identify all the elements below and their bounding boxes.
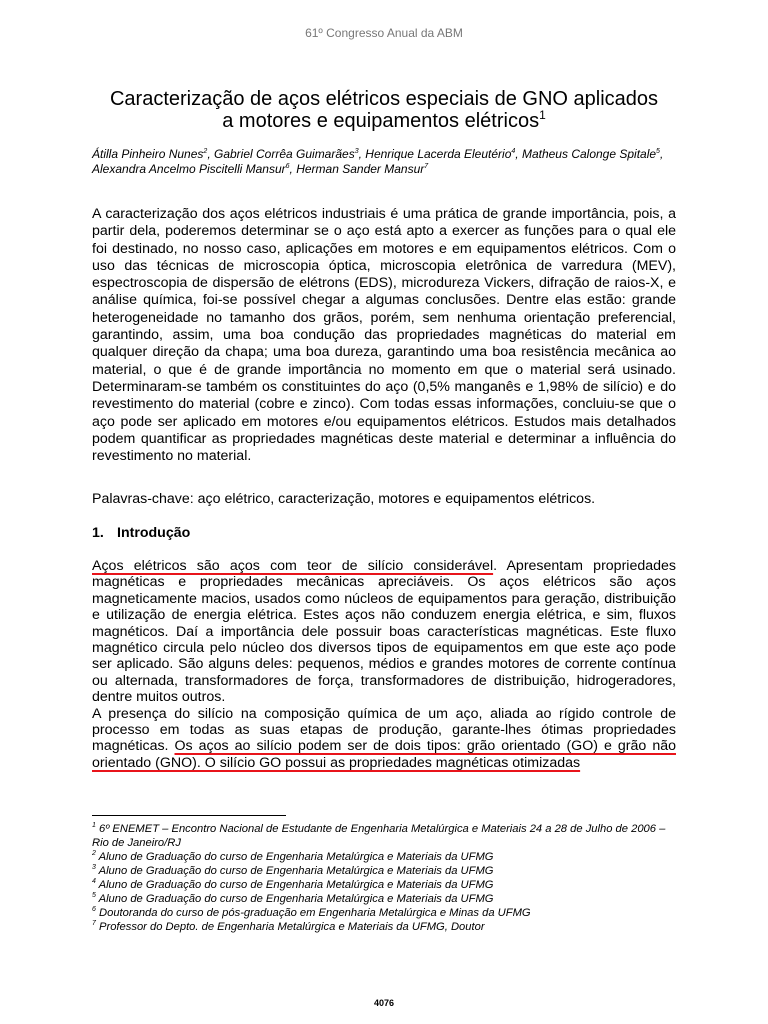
highlighted-sentence: Os aços ao silício podem ser de dois tipos: grão orientado (GO) e grão não orientado (GNO). O silício GO possui as propriedades magnéticas otimizadas: [92, 738, 676, 771]
author-mark: 5: [656, 148, 660, 155]
author-name: Herman Sander Mansur: [296, 162, 425, 176]
author-mark: 7: [424, 163, 429, 170]
footnote-text: Professor do Depto. de Engenharia Metalúrgica e Materiais da UFMG, Doutor: [99, 921, 485, 933]
footnote-mark: 7: [92, 920, 96, 927]
author-list: [92, 147, 680, 177]
abstract: [92, 206, 676, 465]
footnote-text: Doutoranda do curso de pós-graduação em Engenharia Metalúrgica e Minas da UFMG: [99, 907, 531, 919]
author-name: Gabriel Corrêa Guimarães: [213, 147, 355, 161]
running-header: 61º Congresso Anual da ABM: [305, 26, 463, 40]
introduction-body: [92, 558, 676, 771]
page-number: 4076: [373, 998, 395, 1008]
footnote: [92, 892, 676, 906]
footnote-mark: 3: [92, 864, 96, 871]
footnote-divider: [92, 815, 286, 816]
author-name: Matheus Calonge Spitale: [521, 147, 657, 161]
author-mark: 2: [203, 148, 208, 155]
title-footnote-mark: 1: [539, 108, 546, 122]
author-separator: ,: [659, 147, 664, 161]
intro-paragraph-1: [92, 558, 676, 706]
title-line-1: Caracterização de aços elétricos especiais de GNO aplicados: [109, 88, 659, 110]
keywords: Palavras-chave: aço elétrico, caracterização, motores e equipamentos elétricos.: [92, 491, 596, 507]
intro-paragraph-2: [92, 706, 676, 772]
footnote: [92, 864, 676, 878]
footnote: [92, 878, 676, 892]
footnote-text: Aluno de Graduação do curso de Engenharia Metalúrgica e Materiais da UFMG: [98, 865, 494, 877]
footnote-mark: 1: [92, 822, 96, 829]
paper-title: [60, 88, 708, 132]
title-line-2-text: a motores e equipamentos elétricos: [222, 110, 540, 132]
footnote-mark: 5: [92, 892, 96, 899]
author-separator: ,: [358, 147, 366, 161]
intro-paragraph-1-text: . Apresentam propriedades magnéticas e propriedades mecânicas apreciáveis. Os aços elétricos são aços magneticamente macios, usados como núcleos de equipamentos para geração, distribuição e utilização de energia elétrica. Estes aços não conduzem energia elétrica, e sim, fluxos magnéticos. Daí a importância dele possuir boas características magnéticas. Este fluxo magnético circula pelo núcleo dos diversos tipos de equipamentos em que este aço pode ser aplicado. São alguns deles: pequenos, médios e grandes motores de corrente contínua ou alternada, transformadores de força, transformadores de distribuição, hidrogeradores, dentre muitos outros.: [92, 558, 676, 706]
footnote-text: Aluno de Graduação do curso de Engenharia Metalúrgica e Materiais da UFMG: [98, 851, 494, 863]
author-mark: 4: [511, 148, 516, 155]
footnote-text: Aluno de Graduação do curso de Engenharia Metalúrgica e Materiais da UFMG: [98, 893, 494, 905]
highlighted-sentence: Aços elétricos são aços com teor de silício considerável: [92, 558, 494, 574]
footnotes: [92, 822, 676, 934]
author-separator: ,: [515, 147, 522, 161]
author-mark: 3: [354, 148, 359, 155]
section-number: 1.: [92, 525, 104, 541]
author-separator: ,: [289, 162, 297, 176]
title-line-2: [60, 110, 708, 132]
footnote: [92, 906, 676, 920]
author-mark: 6: [285, 163, 290, 170]
footnote-text: 6º ENEMET – Encontro Nacional de Estudante de Engenharia Metalúrgica e Materiais 24 a 28 de Julho de 2006 – Rio de Janeiro/RJ: [92, 823, 666, 849]
author-separator: ,: [207, 147, 214, 161]
author-name: Alexandra Ancelmo Piscitelli Mansur: [92, 162, 286, 176]
abstract-paragraph: A caracterização dos aços elétricos industriais é uma prática de grande importância, pois, a partir dela, poderemos determinar se o aço está apto a exercer as funções para o qual ele foi destinado, no nosso caso, aplicações em motores e em equipamentos elétricos. Com o uso das técnicas de microscopia óptica, microscopia eletrônica de varredura (MEV), espectroscopia de dispersão de elétrons (EDS), microdureza Vickers, difração de raios-X, e análise química, foi-se possível chegar a algumas conclusões. Dentre elas estão: grande heterogeneidade no tamanho dos grãos, porém, sem nenhuma orientação preferencial, garantindo, assim, uma boa condução das propriedades magnéticas do material em qualquer direção da chapa; uma boa dureza, garantindo uma boa resistência mecânica ao material, o que é de grande importância no momento em que o material será usinado. Determinaram-se também os constituintes do aço (0,5% manganês e 1,98% de silício) e do revestimento do material (cobre e zinco). Com todas essas informações, concluiu-se que o aço pode ser aplicado em motores e/ou equipamentos elétricos. Estudos mais detalhados podem quantificar as propriedades magnéticas deste material e determinar a influência do revestimento no material.: [92, 206, 676, 465]
footnote-mark: 4: [92, 878, 96, 885]
footnote: [92, 920, 676, 934]
author-name: Átilla Pinheiro Nunes: [92, 147, 204, 161]
section-title: Introdução: [117, 525, 191, 541]
footnote-text: Aluno de Graduação do curso de Engenharia Metalúrgica e Materiais da UFMG: [98, 879, 494, 891]
footnote: [92, 850, 676, 864]
author-name: Henrique Lacerda Eleutério: [365, 147, 512, 161]
footnote: [92, 822, 676, 850]
intro-paragraph-2-text: A presença do silício na composição química de um aço, aliada ao rígido controle de processo em todas as suas etapas de produção, garante-lhes ótimas propriedades magnéticas.: [92, 705, 676, 755]
footnote-mark: 2: [92, 850, 96, 857]
footnote-mark: 6: [92, 906, 96, 913]
section-heading-introduction: [92, 525, 190, 542]
